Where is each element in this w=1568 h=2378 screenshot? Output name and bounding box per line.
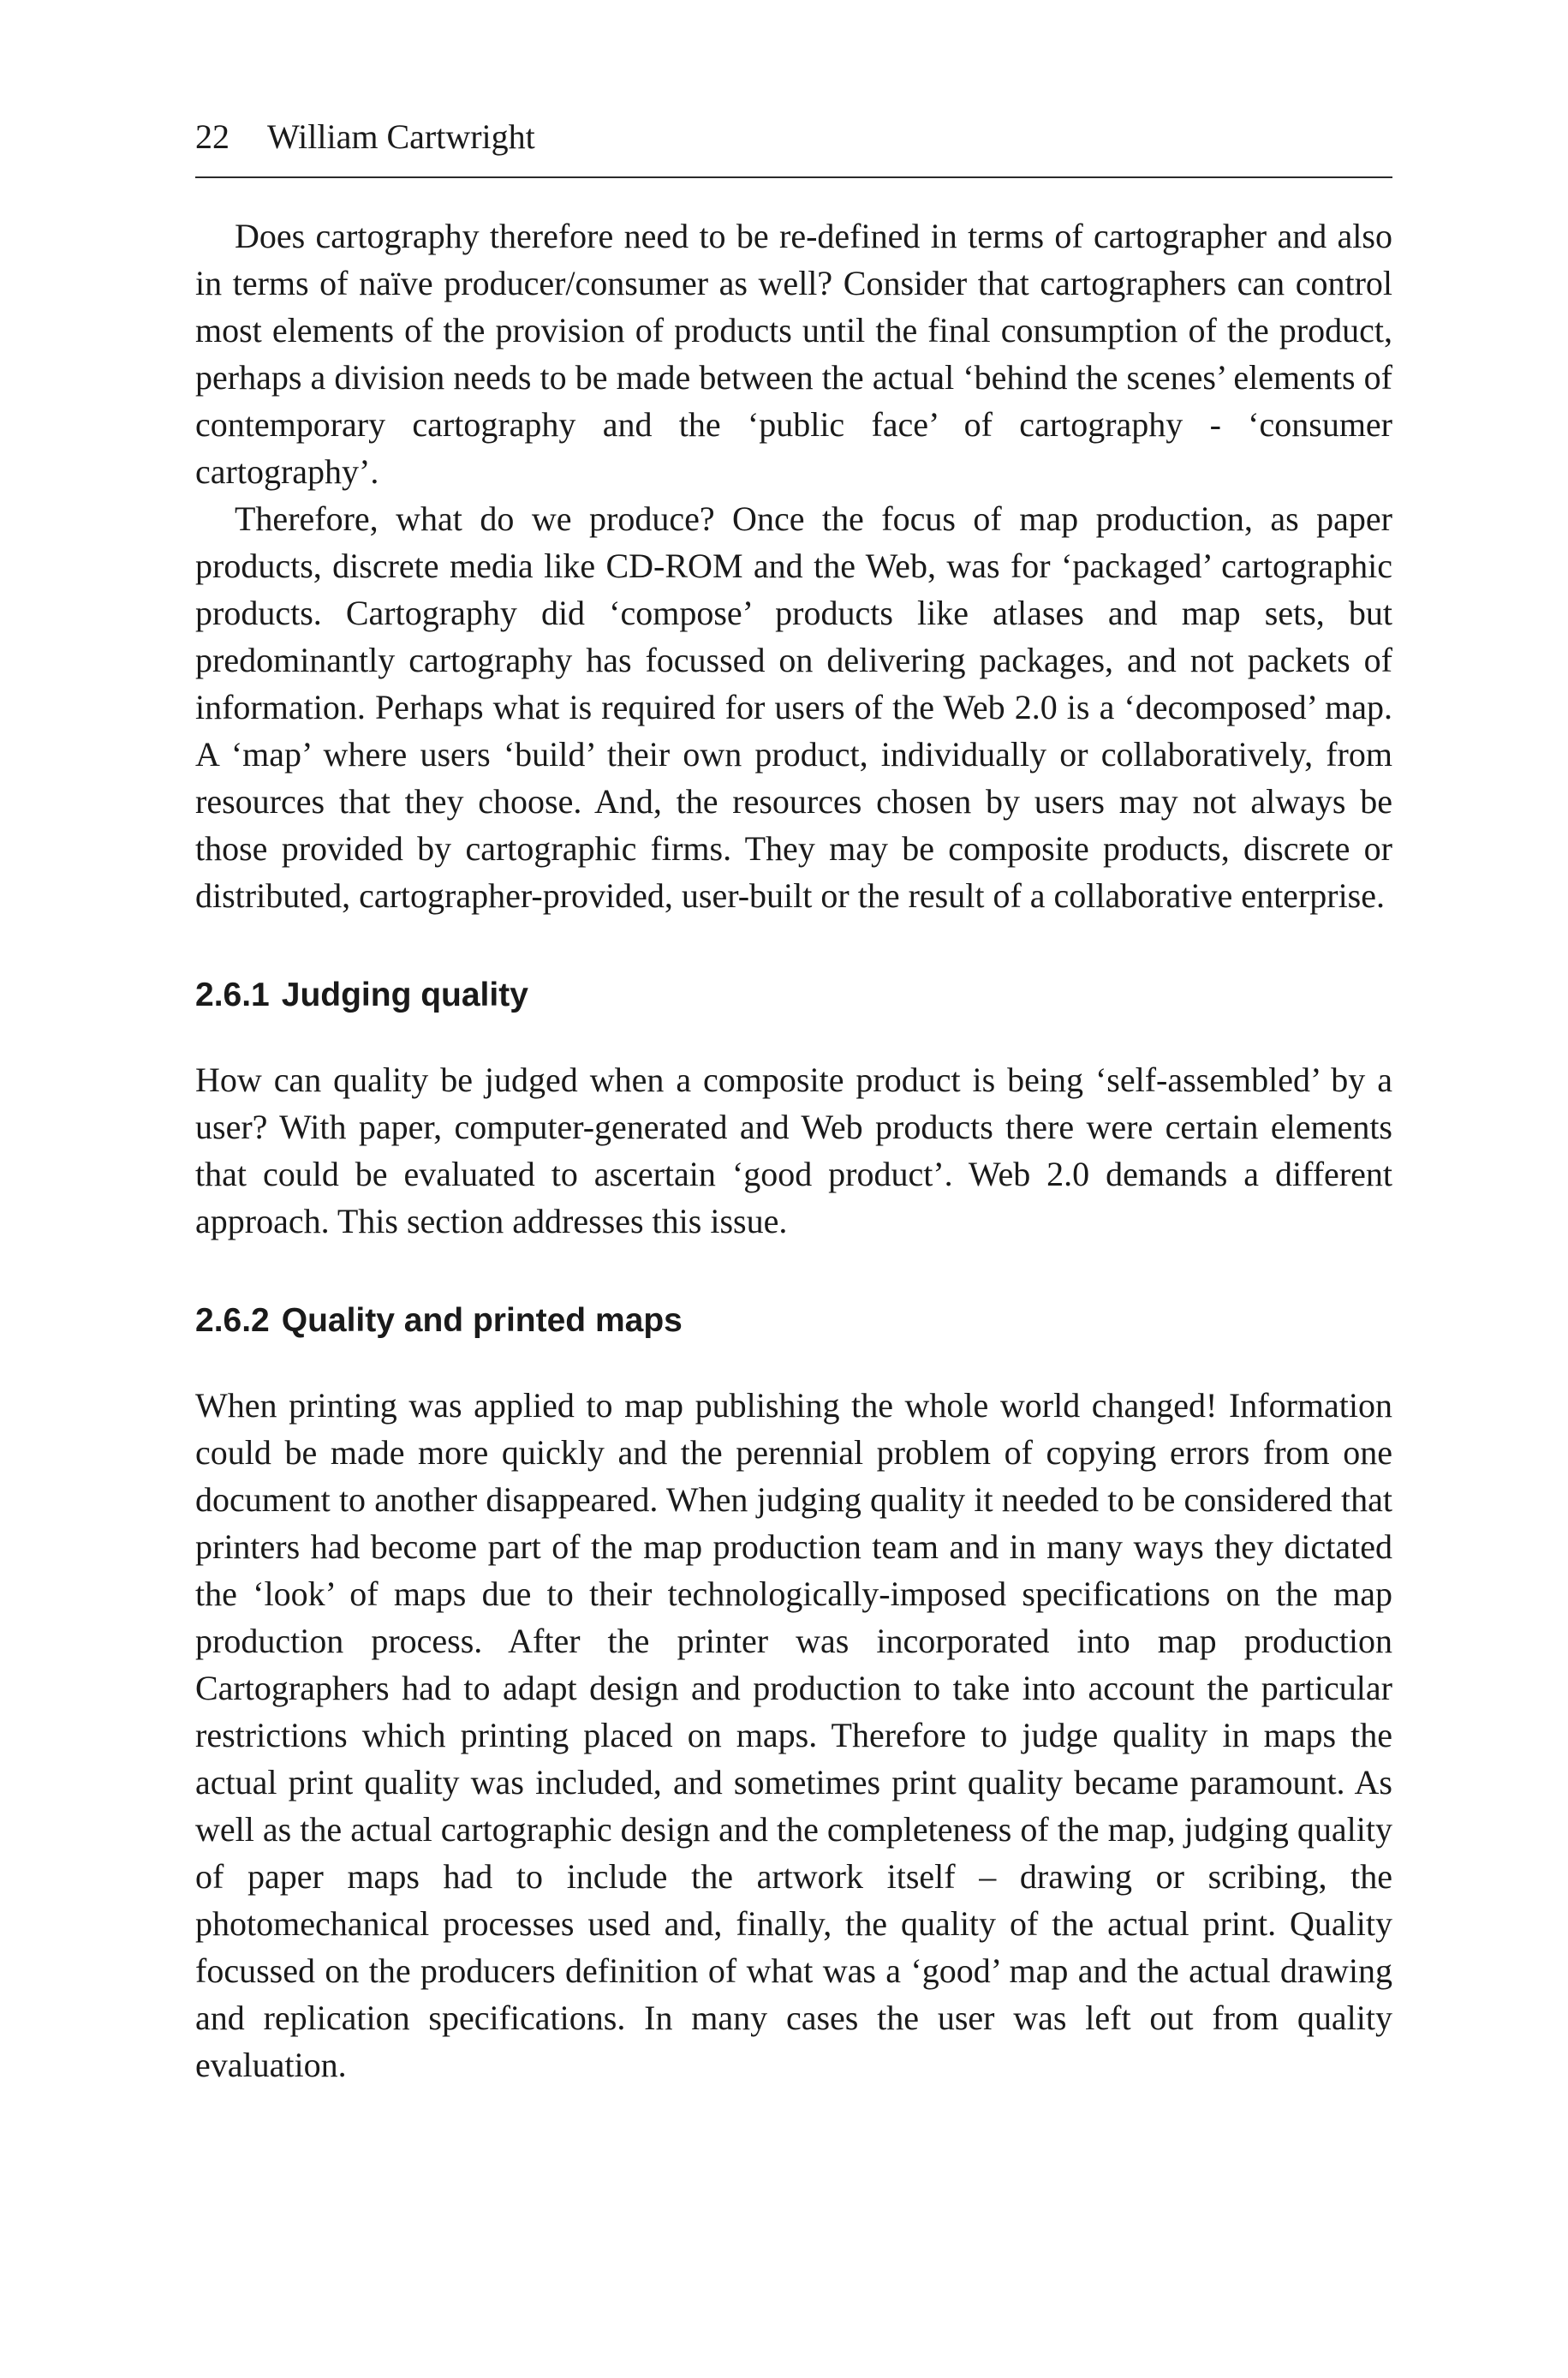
paragraph-intro-2: Therefore, what do we produce? Once the focus of map production, as paper products, discrete media like CD-ROM and the Web, was for ‘packaged’ cartographic products. Cartography did ‘compose’ products like atlases and map sets, but predominantly cartography has focussed on delivering packages, and not packets of information. Perhaps what is required for users of the Web 2.0 is a ‘decomposed’ map. A ‘map’ where users ‘build’ their own product, individually or collaboratively, from resources that they choose. And, the resources chosen by users may not always be those provided by cartographic firms. They may be composite products, discrete or distributed, cartographer-provided, user-built or the result of a collaborative enterprise. <box>195 499 1392 915</box>
paragraph-judging-quality: How can quality be judged when a composite product is being ‘self-assembled’ by a user? With paper, computer-generated and Web products there were certain elements that could be evaluated to ascertain ‘good product’. Web 2.0 demands a different approach. This section addresses this issue. <box>195 1061 1392 1240</box>
section-heading-judging-quality <box>195 974 1392 1017</box>
page-body <box>195 212 1392 2088</box>
running-head <box>195 113 1392 178</box>
section-number: 2.6.1 <box>195 977 270 1013</box>
page-number: 22 <box>195 117 230 156</box>
paragraph-intro-1: Does cartography therefore need to be re-defined in terms of cartographer and also in terms of naïve producer/consumer as well? Consider that cartographers can control most elements of the provision of products until the final consumption of the product, perhaps a division needs to be made between the actual ‘behind the scenes’ elements of contemporary cartography and the ‘public face’ of cartography - ‘consumer cartography’. <box>195 217 1392 491</box>
paragraph-quality-printed-maps: When printing was applied to map publishing the whole world changed! Information could be made more quickly and the perennial problem of copying errors from one document to another disappeared. When judging quality it needed to be considered that printers had become part of the map production team and in many ways they dictated the ‘look’ of maps due to their technologically-imposed specifications on the map production process. After the printer was incorporated into map production Cartographers had to adapt design and production to take into account the particular restrictions which printing placed on maps. Therefore to judge quality in maps the actual print quality was included, and sometimes print quality became paramount. As well as the actual cartographic design and the completeness of the map, judging quality of paper maps had to include the artwork itself – drawing or scribing, the photomechanical processes used and, finally, the quality of the actual print. Quality focussed on the producers definition of what was a ‘good’ map and the actual drawing and replication specifications. In many cases the user was left out from quality evaluation. <box>195 1386 1392 2084</box>
section-number: 2.6.2 <box>195 1302 270 1339</box>
section-title: Judging quality <box>281 977 528 1013</box>
section-title: Quality and printed maps <box>281 1302 683 1339</box>
running-head-author: William Cartwright <box>267 117 535 156</box>
section-heading-quality-printed-maps <box>195 1300 1392 1342</box>
